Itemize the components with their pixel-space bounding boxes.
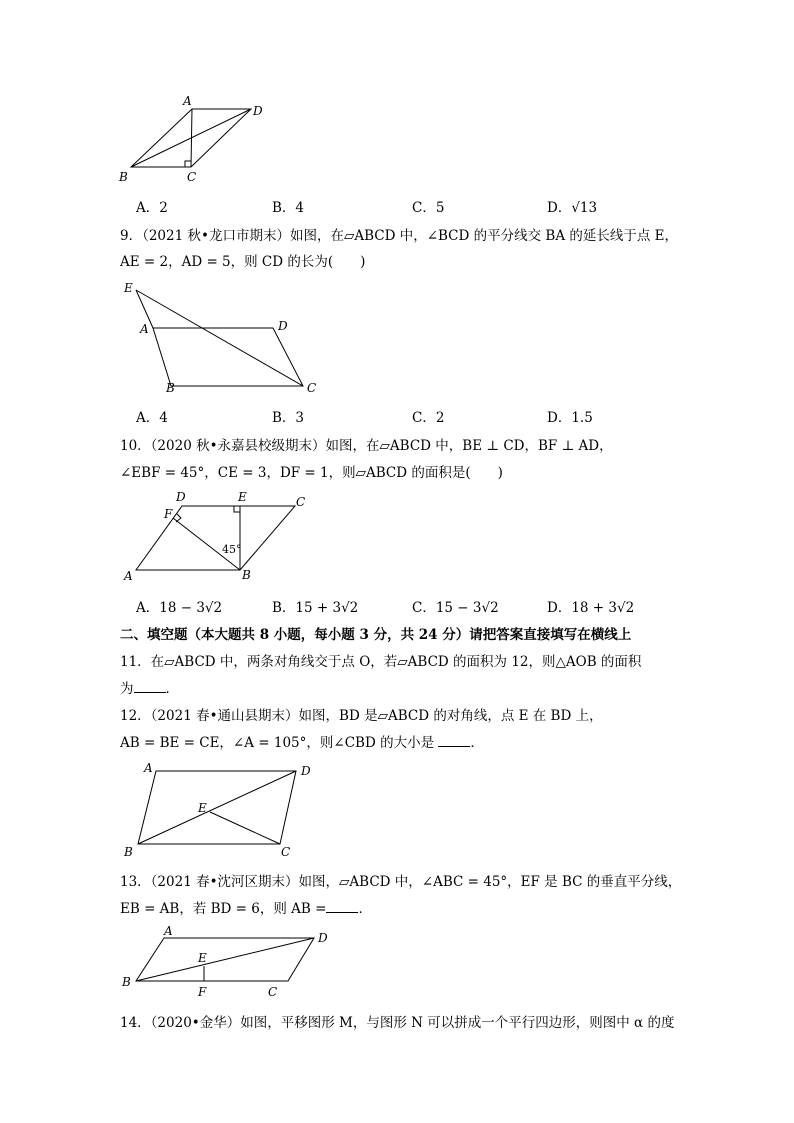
label-A: A bbox=[164, 924, 173, 938]
label-D: D bbox=[253, 104, 263, 118]
q9-option-c: C．2 bbox=[412, 410, 445, 426]
q12-pre: AB = BE = CE，∠A = 105°，则∠CBD 的大小是 bbox=[120, 735, 435, 751]
q9-option-d: D．1.5 bbox=[547, 410, 593, 426]
q14-stem-line1: 14．（2020•金华）如图，平移图形 M，与图形 N 可以拼成一个平行四边形，则图中 α 的度 bbox=[120, 1015, 675, 1031]
q9-option-b: B．3 bbox=[272, 410, 305, 426]
q9-stem-line1: 9．（2021 秋•龙口市期末）如图，在▱ABCD 中，∠BCD 的平分线交 BA 的延长线于点 E， bbox=[120, 228, 679, 244]
label-D: D bbox=[278, 319, 288, 333]
q13-answer-blank[interactable] bbox=[326, 900, 358, 913]
q12-stem-line2 bbox=[120, 731, 484, 751]
q10-option-a: A．18 − 3√2 bbox=[136, 600, 223, 616]
q11-stem-line1: 11．在▱ABCD 中，两条对角线交于点 O，若▱ABCD 的面积为 12，则△AOB 的面积 bbox=[120, 654, 642, 670]
q9-option-a: A．4 bbox=[136, 410, 168, 426]
label-B: B bbox=[124, 845, 133, 859]
label-C: C bbox=[281, 845, 291, 859]
section-heading: 二、填空题（本大题共 8 小题，每小题 3 分，共 24 分）请把答案直接填写在横线上 bbox=[120, 627, 632, 643]
q11-answer-blank[interactable] bbox=[134, 680, 166, 693]
label-A: A bbox=[140, 322, 149, 336]
label-E: E bbox=[124, 281, 133, 295]
q10-option-d: D．18 + 3√2 bbox=[547, 600, 635, 616]
q10-option-c: C．15 − 3√2 bbox=[412, 600, 499, 616]
q11-stem-line2 bbox=[120, 677, 179, 697]
q12-answer-blank[interactable] bbox=[438, 734, 470, 747]
figure-q13 bbox=[120, 920, 340, 1000]
figure-q8 bbox=[115, 95, 275, 185]
figure-q12 bbox=[120, 760, 330, 860]
label-F: F bbox=[198, 985, 207, 999]
q11-post: ． bbox=[165, 681, 179, 697]
figure-q10 bbox=[118, 490, 318, 585]
label-B: B bbox=[119, 170, 128, 184]
label-C: C bbox=[268, 985, 278, 999]
label-angle: 45° bbox=[222, 543, 242, 556]
label-C: C bbox=[307, 381, 317, 395]
q8-option-a: A．2 bbox=[136, 200, 168, 216]
label-B: B bbox=[122, 975, 131, 989]
q10-stem-line2: ∠EBF = 45°，CE = 3，DF = 1，则▱ABCD 的面积是( ) bbox=[120, 465, 503, 481]
q12-stem-line1: 12．（2021 春•通山县期末）如图，BD 是▱ABCD 的对角线，点 E 在 BD 上， bbox=[120, 708, 603, 724]
q9-stem-line2: AE = 2，AD = 5，则 CD 的长为( ) bbox=[120, 254, 366, 270]
q8-option-c: C．5 bbox=[412, 200, 445, 216]
label-D: D bbox=[301, 764, 311, 778]
label-A: A bbox=[183, 94, 192, 108]
q13-stem-line1: 13．（2021 春•沈河区期末）如图，▱ABCD 中，∠ABC = 45°，EF 是 BC 的垂直平分线， bbox=[120, 874, 682, 890]
label-D: D bbox=[318, 931, 328, 945]
label-B: B bbox=[242, 568, 251, 582]
label-C: C bbox=[187, 170, 197, 184]
q13-pre: EB = AB，若 BD = 6，则 AB = bbox=[120, 901, 327, 917]
figure-q9 bbox=[118, 278, 318, 398]
q12-post: ． bbox=[470, 735, 484, 751]
label-E: E bbox=[238, 490, 247, 504]
label-F: F bbox=[164, 507, 173, 521]
q11-pre: 为 bbox=[120, 681, 134, 697]
q8-option-b: B．4 bbox=[272, 200, 305, 216]
label-B: B bbox=[166, 381, 175, 395]
label-C: C bbox=[296, 495, 306, 509]
q10-stem-line1: 10．（2020 秋•永嘉县校级期末）如图，在▱ABCD 中，BE ⊥ CD，BF ⊥ AD， bbox=[120, 438, 613, 454]
label-E: E bbox=[198, 951, 207, 965]
label-A: A bbox=[144, 761, 153, 775]
q10-option-b: B．15 + 3√2 bbox=[272, 600, 359, 616]
q13-post: ． bbox=[358, 901, 372, 917]
q8-option-d: D．√13 bbox=[547, 200, 598, 216]
label-A: A bbox=[124, 569, 133, 583]
label-E: E bbox=[198, 801, 207, 815]
label-D: D bbox=[176, 490, 186, 504]
q13-stem-line2 bbox=[120, 897, 372, 917]
